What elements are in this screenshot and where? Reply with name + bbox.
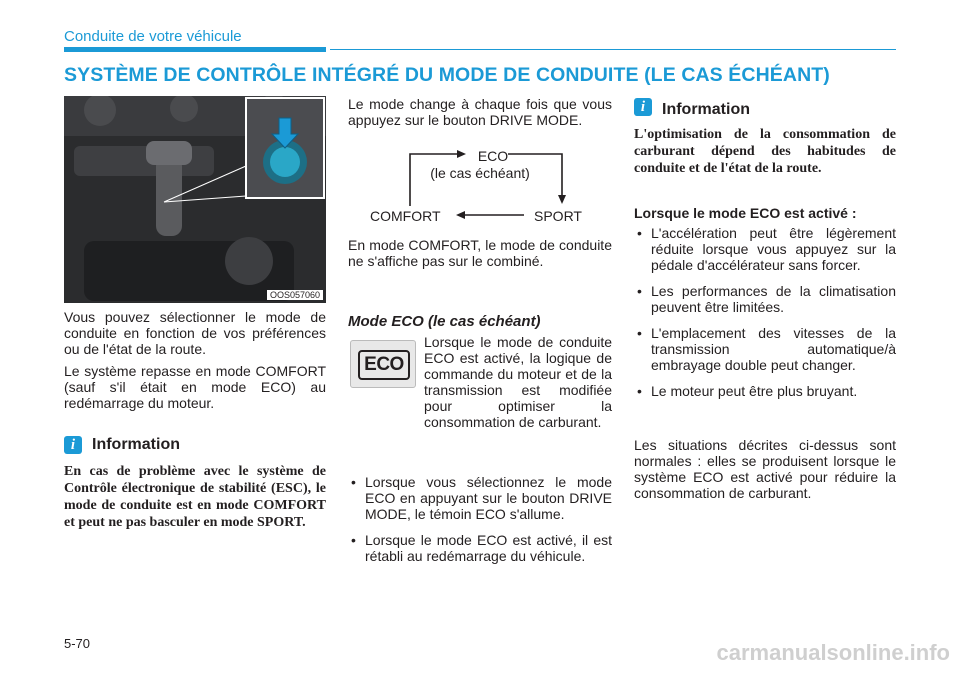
reset-paragraph: Le système repasse en mode COMFORT (sauf s'il était en mode ECO) au redémarrage du moteur. [64, 363, 326, 411]
eco-bullet-list [348, 474, 612, 564]
eco-active-heading: Lorsque le mode ECO est activé : [634, 205, 857, 221]
list-item: • Lorsque le mode ECO est activé, il est rétabli au redémarrage du véhicule. [348, 532, 612, 564]
header-rule-thick [64, 47, 326, 52]
eco-description: Lorsque le mode de conduite ECO est activé, la logique de commande du moteur et de la transmission est modifiée pour optimiser la consommation de carburant. [424, 334, 612, 430]
eco-effects-list [634, 225, 896, 399]
info-title: Information [92, 436, 180, 453]
eco-indicator-icon [350, 340, 416, 388]
mode-comfort-label: COMFORT [370, 208, 441, 224]
header-rule-thin [330, 49, 896, 50]
info-icon: i [634, 98, 652, 116]
mode-eco-note: (le cas échéant) [430, 165, 530, 181]
page-number: 5-70 [64, 636, 91, 651]
list-item: • Le moteur peut être plus bruyant. [634, 383, 896, 399]
mode-change-paragraph: Le mode change à chaque fois que vous appuyez sur le bouton DRIVE MODE. [348, 96, 612, 128]
info-icon: i [64, 436, 82, 454]
closing-paragraph: Les situations décrites ci-dessus sont normales : elles se produisent lorsque le système ECO est activé pour réduire la consommation de carburant. [634, 437, 896, 501]
console-photo [64, 96, 326, 303]
eco-indicator-text: ECO [358, 350, 410, 380]
info-text: En cas de problème avec le système de Contrôle électronique de stabilité (ESC), le mode de conduite est en mode COMFORT et peut ne pas basculer en mode SPORT. [64, 464, 326, 530]
page-title: SYSTÈME DE CONTRÔLE INTÉGRÉ DU MODE DE CONDUITE (LE CAS ÉCHÉANT) [64, 64, 830, 86]
mode-cycle-diagram [348, 146, 612, 226]
info-text: L'optimisation de la consommation de carburant dépend des habitudes de conduite et de l'état de la route. [634, 127, 896, 176]
mode-sport-label: SPORT [534, 208, 582, 224]
list-item: • Les performances de la climatisation peuvent être limitées. [634, 283, 896, 315]
mode-eco-label: ECO [477, 148, 509, 164]
section-title: Conduite de votre véhicule [64, 28, 242, 45]
watermark: carmanualsonline.info [716, 640, 950, 665]
list-item: • L'accélération peut être légèrement réduite lorsque vous appuyez sur la pédale d'accélérateur sans forcer. [634, 225, 896, 273]
eco-mode-heading: Mode ECO (le cas échéant) [348, 313, 541, 330]
console-illustration [64, 96, 326, 303]
info-title: Information [662, 101, 750, 118]
comfort-note: En mode COMFORT, le mode de conduite ne s'affiche pas sur le combiné. [348, 237, 612, 269]
intro-paragraph: Vous pouvez sélectionner le mode de conduite en fonction de vos préférences ou de l'état de la route. [64, 309, 326, 357]
list-item: • Lorsque vous sélectionnez le mode ECO en appuyant sur le bouton DRIVE MODE, le témoin ECO s'allume. [348, 474, 612, 522]
list-item: • L'emplacement des vitesses de la transmission automatique/à embrayage double peut changer. [634, 325, 896, 373]
image-code: OOS057060 [267, 290, 323, 300]
